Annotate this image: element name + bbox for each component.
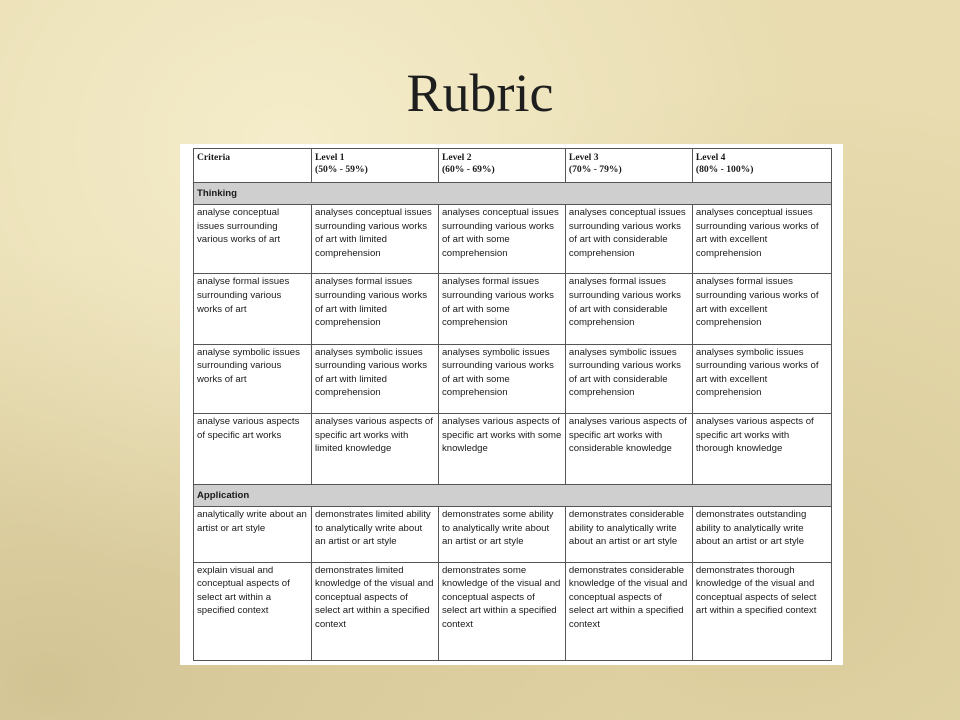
level-1-cell: analyses symbolic issues surrounding various works of art with limited comprehension (312, 344, 439, 413)
table-row (194, 274, 832, 344)
table-row (194, 413, 832, 484)
level-4-cell: analyses various aspects of specific art works with thorough knowledge (692, 413, 831, 484)
criteria-cell: analytically write about an artist or art style (194, 507, 312, 562)
header-level-3 (565, 149, 692, 183)
criteria-cell: analyse various aspects of specific art works (194, 413, 312, 484)
table-row (194, 205, 832, 274)
header-label: Level 3 (568, 152, 599, 163)
rubric-table (193, 148, 832, 661)
level-4-cell: demonstrates outstanding ability to analytically write about an artist or art style (692, 507, 831, 562)
level-3-cell: analyses conceptual issues surrounding various works of art with considerable comprehension (565, 205, 692, 274)
header-label: Level 1 (315, 152, 345, 163)
header-range: (70% - 79%) (568, 164, 622, 175)
level-2-cell: demonstrates some knowledge of the visual and conceptual aspects of select art within a specified context (438, 562, 565, 660)
rubric-image (180, 144, 843, 665)
header-row (194, 149, 832, 183)
slide-title: Rubric (406, 63, 554, 123)
level-1-cell: analyses formal issues surrounding various works of art with limited comprehension (312, 274, 439, 344)
level-2-cell: analyses symbolic issues surrounding various works of art with some comprehension (438, 344, 565, 413)
section-row-application (194, 485, 832, 507)
level-1-cell: analyses conceptual issues surrounding various works of art with limited comprehension (312, 205, 439, 274)
level-4-cell: analyses conceptual issues surrounding various works of art with excellent comprehension (692, 205, 831, 274)
level-1-cell: analyses various aspects of specific art works with limited knowledge (312, 413, 439, 484)
level-2-cell: analyses various aspects of specific art works with some knowledge (438, 413, 565, 484)
header-range: (50% - 59%) (315, 164, 368, 175)
level-3-cell: analyses symbolic issues surrounding various works of art with considerable comprehension (565, 344, 692, 413)
section-row-thinking (194, 183, 832, 205)
table-row (194, 562, 832, 660)
criteria-cell: analyse conceptual issues surrounding various works of art (194, 205, 312, 274)
section-label: Application (194, 485, 832, 507)
level-1-cell: demonstrates limited knowledge of the visual and conceptual aspects of select art within a specified context (312, 562, 439, 660)
header-label: Level 2 (441, 152, 472, 163)
table-row (194, 507, 832, 562)
level-4-cell: analyses formal issues surrounding various works of art with excellent comprehension (692, 274, 831, 344)
header-label: Criteria (197, 152, 231, 163)
header-range: (80% - 100%) (695, 164, 754, 175)
level-3-cell: analyses various aspects of specific art works with considerable knowledge (565, 413, 692, 484)
level-2-cell: demonstrates some ability to analytically write about an artist or art style (438, 507, 565, 562)
table-row (194, 344, 832, 413)
level-2-cell: analyses formal issues surrounding various works of art with some comprehension (438, 274, 565, 344)
header-level-2 (438, 149, 565, 183)
level-3-cell: demonstrates considerable knowledge of the visual and conceptual aspects of select art within a specified context (565, 562, 692, 660)
level-2-cell: analyses conceptual issues surrounding various works of art with some comprehension (438, 205, 565, 274)
criteria-cell: explain visual and conceptual aspects of select art within a specified context (194, 562, 312, 660)
level-4-cell: analyses symbolic issues surrounding various works of art with excellent comprehension (692, 344, 831, 413)
header-criteria (194, 149, 312, 183)
header-level-4 (692, 149, 831, 183)
level-1-cell: demonstrates limited ability to analytically write about an artist or art style (312, 507, 439, 562)
section-label: Thinking (194, 183, 832, 205)
header-level-1 (312, 149, 439, 183)
level-3-cell: analyses formal issues surrounding various works of art with considerable comprehension (565, 274, 692, 344)
level-4-cell: demonstrates thorough knowledge of the visual and conceptual aspects of select art within a specified context (692, 562, 831, 660)
criteria-cell: analyse symbolic issues surrounding various works of art (194, 344, 312, 413)
header-label: Level 4 (695, 152, 726, 163)
header-range: (60% - 69%) (441, 164, 495, 175)
level-3-cell: demonstrates considerable ability to analytically write about an artist or art style (565, 507, 692, 562)
criteria-cell: analyse formal issues surrounding various works of art (194, 274, 312, 344)
